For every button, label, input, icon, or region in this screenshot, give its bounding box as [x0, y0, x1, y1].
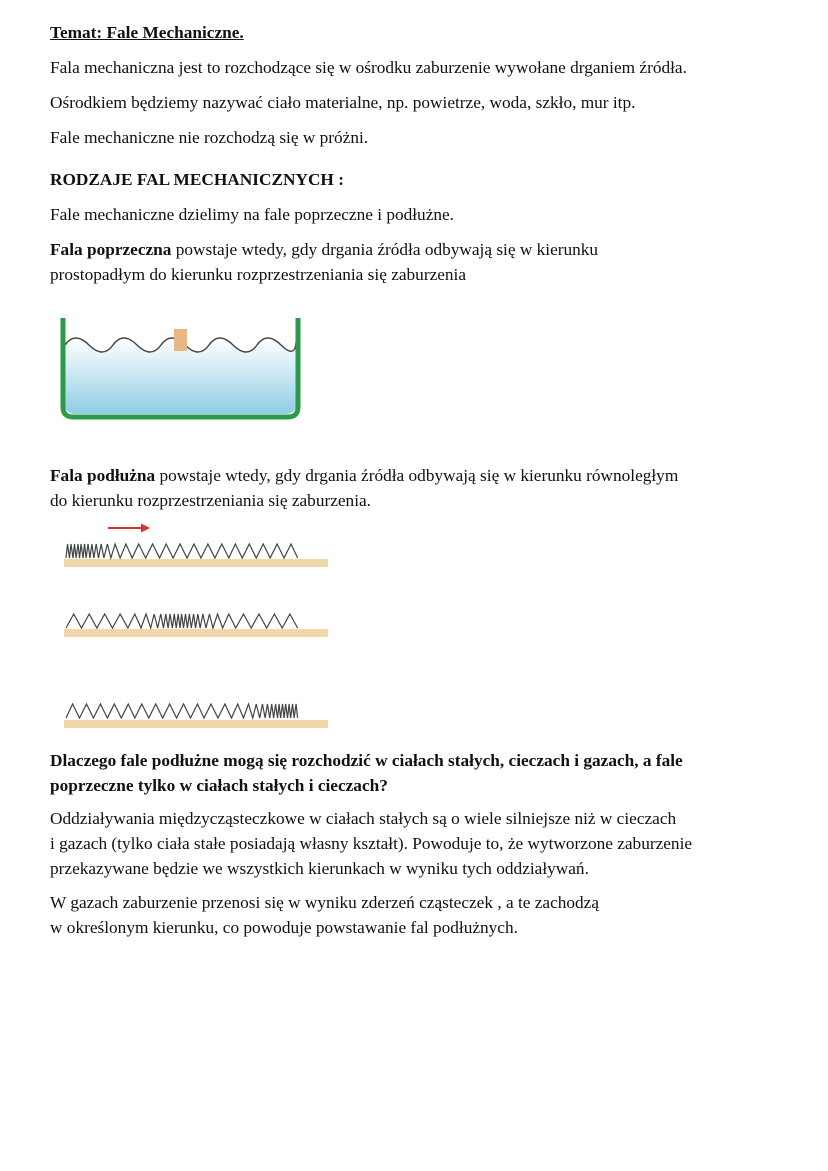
longitudinal-definition [50, 463, 798, 513]
longitudinal-line-1: powstaje wtedy, gdy drgania źródła odbywają się w kierunku równoległym [155, 466, 679, 485]
types-heading: RODZAJE FAL MECHANICZNYCH : [50, 170, 344, 189]
wave-source [174, 329, 187, 351]
direction-arrow-head [141, 524, 150, 533]
types-intro: Fale mechaniczne dzielimy na fale poprzeczne i podłużne. [50, 205, 454, 224]
answer1-line-3: przekazywane będzie we wszystkich kierunkach w wyniku tych oddziaływań. [50, 859, 589, 878]
answer1-line-1: Oddziaływania międzycząsteczkowe w ciałach stałych są o wiele silniejsze niż w cieczach [50, 809, 677, 828]
intro-paragraph-1: Fala mechaniczna jest to rozchodzące się w ośrodku zaburzenie wywołane drganiem źródła. [50, 58, 687, 77]
longitudinal-line-2: do kierunku rozprzestrzeniania się zaburzenia. [50, 491, 371, 510]
page-title: Temat: Fale Mechaniczne. [50, 23, 244, 42]
answer2-line-2: w określonym kierunku, co powoduje powstawanie fal podłużnych. [50, 918, 518, 937]
intro-paragraph-2: Ośrodkiem będziemy nazywać ciało materialne, np. powietrze, woda, szkło, mur itp. [50, 93, 636, 112]
spring-rail [64, 629, 328, 637]
transverse-line-2: prostopadłym do kierunku rozprzestrzeniania się zaburzenia [50, 265, 467, 284]
spring-rail [64, 720, 328, 728]
spring-row-3 [64, 704, 328, 728]
spring-row-2 [64, 614, 328, 637]
longitudinal-wave-illustration [62, 518, 332, 733]
spring-coil [66, 544, 298, 558]
transverse-line-1: powstaje wtedy, gdy drgania źródła odbywają się w kierunku [171, 240, 599, 259]
spring-coil [66, 614, 298, 628]
answer2-line-1: W gazach zaburzenie przenosi się w wyniku zderzeń cząsteczek , a te zachodzą [50, 893, 600, 912]
transverse-wave-illustration [58, 312, 303, 427]
spring-rail [64, 559, 328, 567]
answer-paragraph-2 [50, 890, 798, 940]
answer-paragraph-1 [50, 806, 798, 881]
transverse-term: Fala poprzeczna [50, 240, 172, 259]
intro-paragraph-3: Fale mechaniczne nie rozchodzą się w próżni. [50, 128, 369, 147]
question-line-2: poprzeczne tylko w ciałach stałych i cieczach? [50, 776, 388, 795]
spring-coil [66, 704, 298, 718]
longitudinal-term: Fala podłużna [50, 466, 156, 485]
transverse-definition [50, 237, 798, 287]
question-line-1: Dlaczego fale podłużne mogą się rozchodzić w ciałach stałych, cieczach i gazach, a fale [50, 751, 683, 770]
answer1-line-2: i gazach (tylko ciała stałe posiadają własny kształt). Powoduje to, że wytworzone zaburzenie [50, 834, 693, 853]
question-heading [50, 748, 798, 798]
spring-row-1 [64, 544, 328, 567]
